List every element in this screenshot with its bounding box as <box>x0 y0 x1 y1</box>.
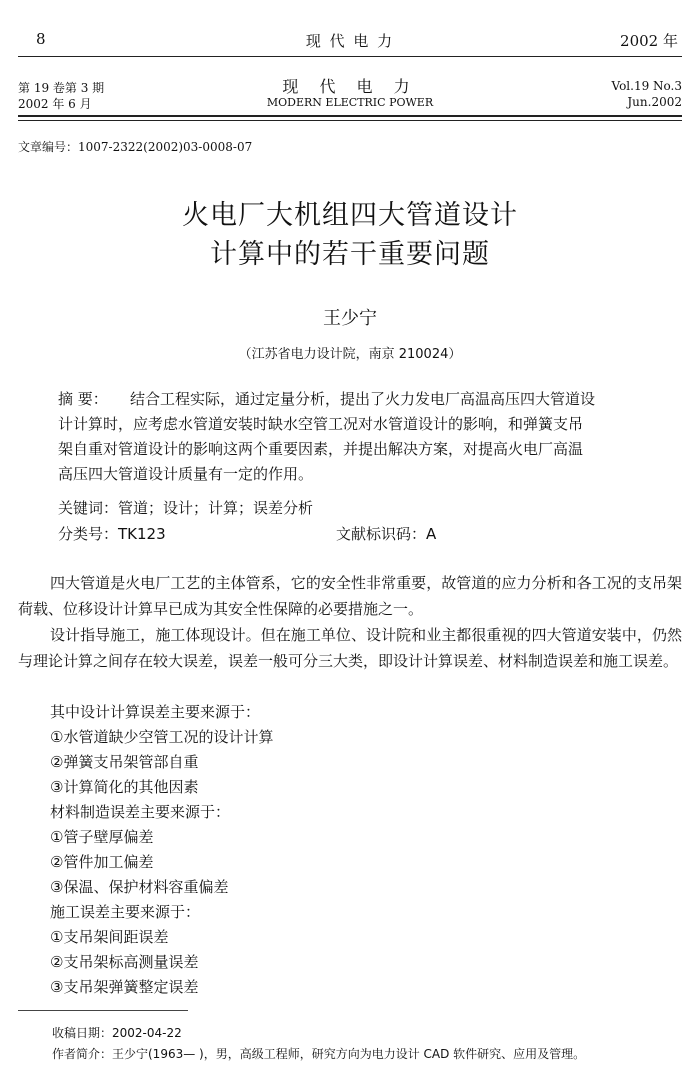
material-error-heading: 材料制造误差主要来源于： <box>50 803 231 821</box>
header-rule <box>18 56 682 57</box>
list-item: ③保温、保护材料容重偏差 <box>50 878 229 896</box>
author-name: 王少宁 <box>323 308 377 329</box>
date-en: Jun.2002 <box>627 95 682 109</box>
received-date: 收稿日期：2002-04-22 <box>52 1026 182 1040</box>
abstract-line: 计计算时，应考虑水管道安装时缺水空管工况对水管道设计的影响，和弹簧支吊 <box>58 415 584 433</box>
list-item: ②管件加工偏差 <box>50 853 154 871</box>
masthead-rule-thick <box>18 115 682 117</box>
list-item: ③计算简化的其他因素 <box>50 778 199 796</box>
design-error-heading: 其中设计计算误差主要来源于： <box>50 703 261 721</box>
masthead-journal-cn: 现 代 电 力 <box>282 77 418 96</box>
body-paragraph-1: 四大管道是火电厂工艺的主体管系，它的安全性非常重要，故管道的应力分析和各工况的支吊架荷载、位移设计计算早已成为其安全性保障的必要措施之一。 <box>18 574 682 618</box>
list-item: ①支吊架间距误差 <box>50 928 169 946</box>
list-item: ①管子壁厚偏差 <box>50 828 154 846</box>
running-header-year: 2002 年 <box>620 32 678 50</box>
construction-error-heading: 施工误差主要来源于： <box>50 903 201 921</box>
list-item: ③支吊架弹簧整定误差 <box>50 978 199 996</box>
list-item: ②支吊架标高测量误差 <box>50 953 199 971</box>
page-number: 8 <box>36 30 46 48</box>
footnote-rule <box>18 1010 188 1011</box>
abstract-line: 高压四大管道设计质量有一定的作用。 <box>58 465 314 483</box>
abstract-line: 架自重对管道设计的影响这两个重要因素，并提出解决方案，对提高火电厂高温 <box>58 440 584 458</box>
author-bio: 作者简介：王少宁(1963— )，男，高级工程师，研究方向为电力设计 CAD 软件研究、应用及管理。 <box>52 1047 586 1061</box>
volume-issue: 第 19 卷第 3 期 <box>18 81 105 95</box>
document-code: 文献标识码：A <box>336 525 437 543</box>
running-header-journal: 现 代 电 力 <box>305 32 395 50</box>
body-paragraph-2: 设计指导施工，施工体现设计。但在施工单位、设计院和业主都很重视的四大管道安装中，仍然与理论计算之间存在较大误差，误差一般可分三大类，即设计计算误差、材料制造误差和施工误差。 <box>18 626 682 670</box>
list-item: ①水管道缺少空管工况的设计计算 <box>50 728 274 746</box>
article-number: 文章编号：1007-2322(2002)03-0008-07 <box>18 140 253 154</box>
keywords: 关键词：管道；设计；计算；误差分析 <box>58 499 314 517</box>
title-line-2: 计算中的若干重要问题 <box>210 239 490 270</box>
masthead-rule-thin <box>18 120 682 121</box>
classification: 分类号：TK123 <box>58 525 166 543</box>
masthead-journal-en: MODERN ELECTRIC POWER <box>266 96 434 109</box>
title-line-1: 火电厂大机组四大管道设计 <box>182 200 518 231</box>
issue-date: 2002 年 6 月 <box>18 97 92 111</box>
author-affiliation: （江苏省电力设计院，南京 210024） <box>238 347 462 362</box>
list-item: ②弹簧支吊架管部自重 <box>50 753 199 771</box>
abstract-label: 摘 要： <box>58 390 108 408</box>
volume-en: Vol.19 No.3 <box>611 79 682 93</box>
abstract-line: 结合工程实际，通过定量分析，提出了火力发电厂高温高压四大管道设 <box>130 390 596 408</box>
